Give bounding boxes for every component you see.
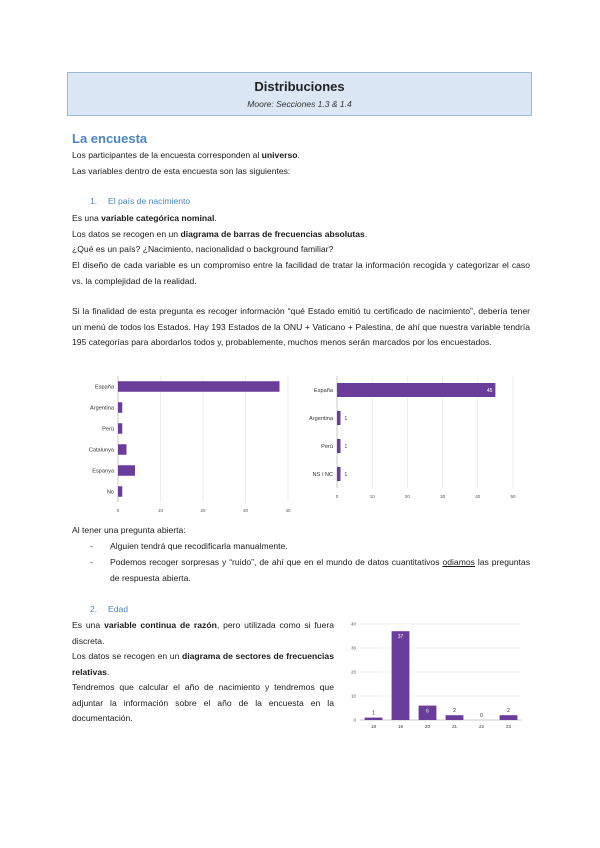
x-tick-label: 30 — [242, 508, 249, 513]
x-tick-label: 20 — [200, 508, 206, 513]
y-tick-label: 10 — [350, 693, 356, 699]
bar-argentina — [118, 402, 122, 413]
category-label: 21 — [451, 724, 458, 729]
item1-line3: ¿Qué es un país? ¿Nacimiento, nacionalidad o background familiar? — [72, 244, 334, 254]
bar-argentina — [337, 411, 341, 425]
page-title: Distribuciones — [254, 79, 345, 94]
item2-line3: Tendremos que calcular el año de nacimiento y tendremos que adjuntar la información sobre el año de la encuesta en la documentación. — [72, 682, 334, 724]
bar-age-19 — [392, 631, 410, 720]
country-bar-chart-2 — [305, 374, 527, 502]
category-label: España — [95, 384, 114, 391]
bar-per- — [118, 423, 122, 434]
bar-per- — [337, 439, 341, 453]
category-label: Argentina — [309, 416, 333, 422]
bar-catalunya — [118, 444, 127, 455]
section-title: La encuesta — [72, 131, 148, 146]
data-label: 2 — [453, 708, 456, 715]
category-label: Perú — [321, 444, 333, 450]
intro-line-1: Los participantes de la encuesta corresponden al universo. — [72, 150, 300, 160]
bar-espa-a — [337, 383, 495, 397]
data-label: 2 — [507, 708, 510, 715]
bar-ns-nc — [337, 467, 341, 481]
bullet-item-1: - Alguien tendrá que recodificarla manualmente. — [90, 541, 288, 551]
data-label: 0 — [480, 713, 483, 719]
x-tick-label: 10 — [157, 508, 164, 513]
page-subtitle: Moore: Secciones 1.3 & 1.4 — [247, 99, 352, 109]
data-label: 1 — [344, 472, 348, 478]
item2-line2: Los datos se recogen en un diagrama de sectores de frecuencias relativas. — [72, 651, 334, 677]
data-label: 37 — [397, 634, 404, 641]
x-tick-label: 20 — [404, 494, 410, 499]
item2-heading: Edad — [108, 604, 129, 614]
data-label: 45 — [486, 388, 493, 394]
item1-number: 1. — [90, 196, 98, 206]
intro-line-2: Las variables dentro de esta encuesta son las siguientes: — [72, 166, 291, 176]
title-box — [67, 72, 532, 116]
data-label: 1 — [372, 710, 375, 717]
x-tick-label: 10 — [369, 494, 375, 499]
bar-espanya — [118, 465, 135, 476]
item1-after-charts: Al tener una pregunta abierta: — [72, 525, 186, 535]
x-tick-label: 40 — [285, 508, 291, 513]
category-label: 18 — [370, 724, 377, 729]
x-tick-label: 40 — [475, 494, 481, 499]
category-label: 19 — [397, 724, 404, 729]
category-label: Catalunya — [88, 447, 114, 454]
category-label: Argentina — [90, 405, 114, 412]
category-label: No — [106, 489, 114, 496]
category-label: España — [314, 388, 333, 394]
item2-line1: Es una variable continua de razón, pero utilizada como si fuera discreta. — [72, 620, 334, 646]
y-tick-label: 0 — [353, 717, 356, 723]
data-label: 1 — [344, 444, 348, 450]
bullet-item-2: - Podemos recoger sorpresas y “ruido”, de ahí que en el mundo de datos cuantitativos odiamos las preguntas de respuesta abierta. — [90, 557, 531, 583]
x-tick-label: 30 — [440, 494, 446, 499]
bar-no — [118, 486, 122, 497]
x-tick-label: 0 — [116, 508, 120, 513]
item1-heading: El país de nacimiento — [108, 196, 191, 206]
item1-line1: Es una variable categórica nominal. — [72, 213, 217, 223]
x-tick-label: 50 — [510, 494, 516, 499]
category-label: 22 — [478, 724, 485, 729]
category-label: Perú — [102, 426, 114, 433]
bar-espa-a — [118, 381, 280, 392]
item1-paragraph: Si la finalidad de esta pregunta es recoger información “qué Estado emitió tu certificado de nacimiento”, debería tener un menú de todos los Estados. Hay 193 Estados de la ONU + Vaticano + Palestina, de ahí que nuestra variable tendría 195 categorías para abordarlos todos y, probablemente, muchos menos serán marcados por los encuestados. — [72, 306, 530, 348]
category-label: 20 — [424, 724, 431, 729]
data-label: 6 — [426, 708, 429, 715]
item2-number: 2. — [90, 604, 98, 614]
bar-age-23 — [500, 715, 518, 720]
category-label: Espanya — [92, 468, 114, 475]
item1-line2: Los datos se recogen en un diagrama de barras de frecuencias absolutas. — [72, 229, 368, 239]
bar-age-21 — [446, 715, 464, 720]
item1-line4: El diseño de cada variable es un compromiso entre la facilidad de tratar la información recogida y categorizar el caso vs. la complejidad de la realidad. — [72, 260, 530, 286]
y-tick-label: 40 — [350, 621, 356, 627]
category-label: 23 — [505, 724, 512, 729]
country-bar-chart-1 — [72, 374, 300, 516]
data-label: 1 — [344, 416, 348, 422]
y-tick-label: 20 — [350, 669, 356, 675]
category-label: NS / NC — [312, 472, 333, 478]
x-tick-label: 0 — [335, 494, 339, 499]
bar-age-18 — [365, 718, 383, 720]
y-tick-label: 30 — [350, 645, 356, 651]
age-bar-chart — [342, 618, 528, 736]
